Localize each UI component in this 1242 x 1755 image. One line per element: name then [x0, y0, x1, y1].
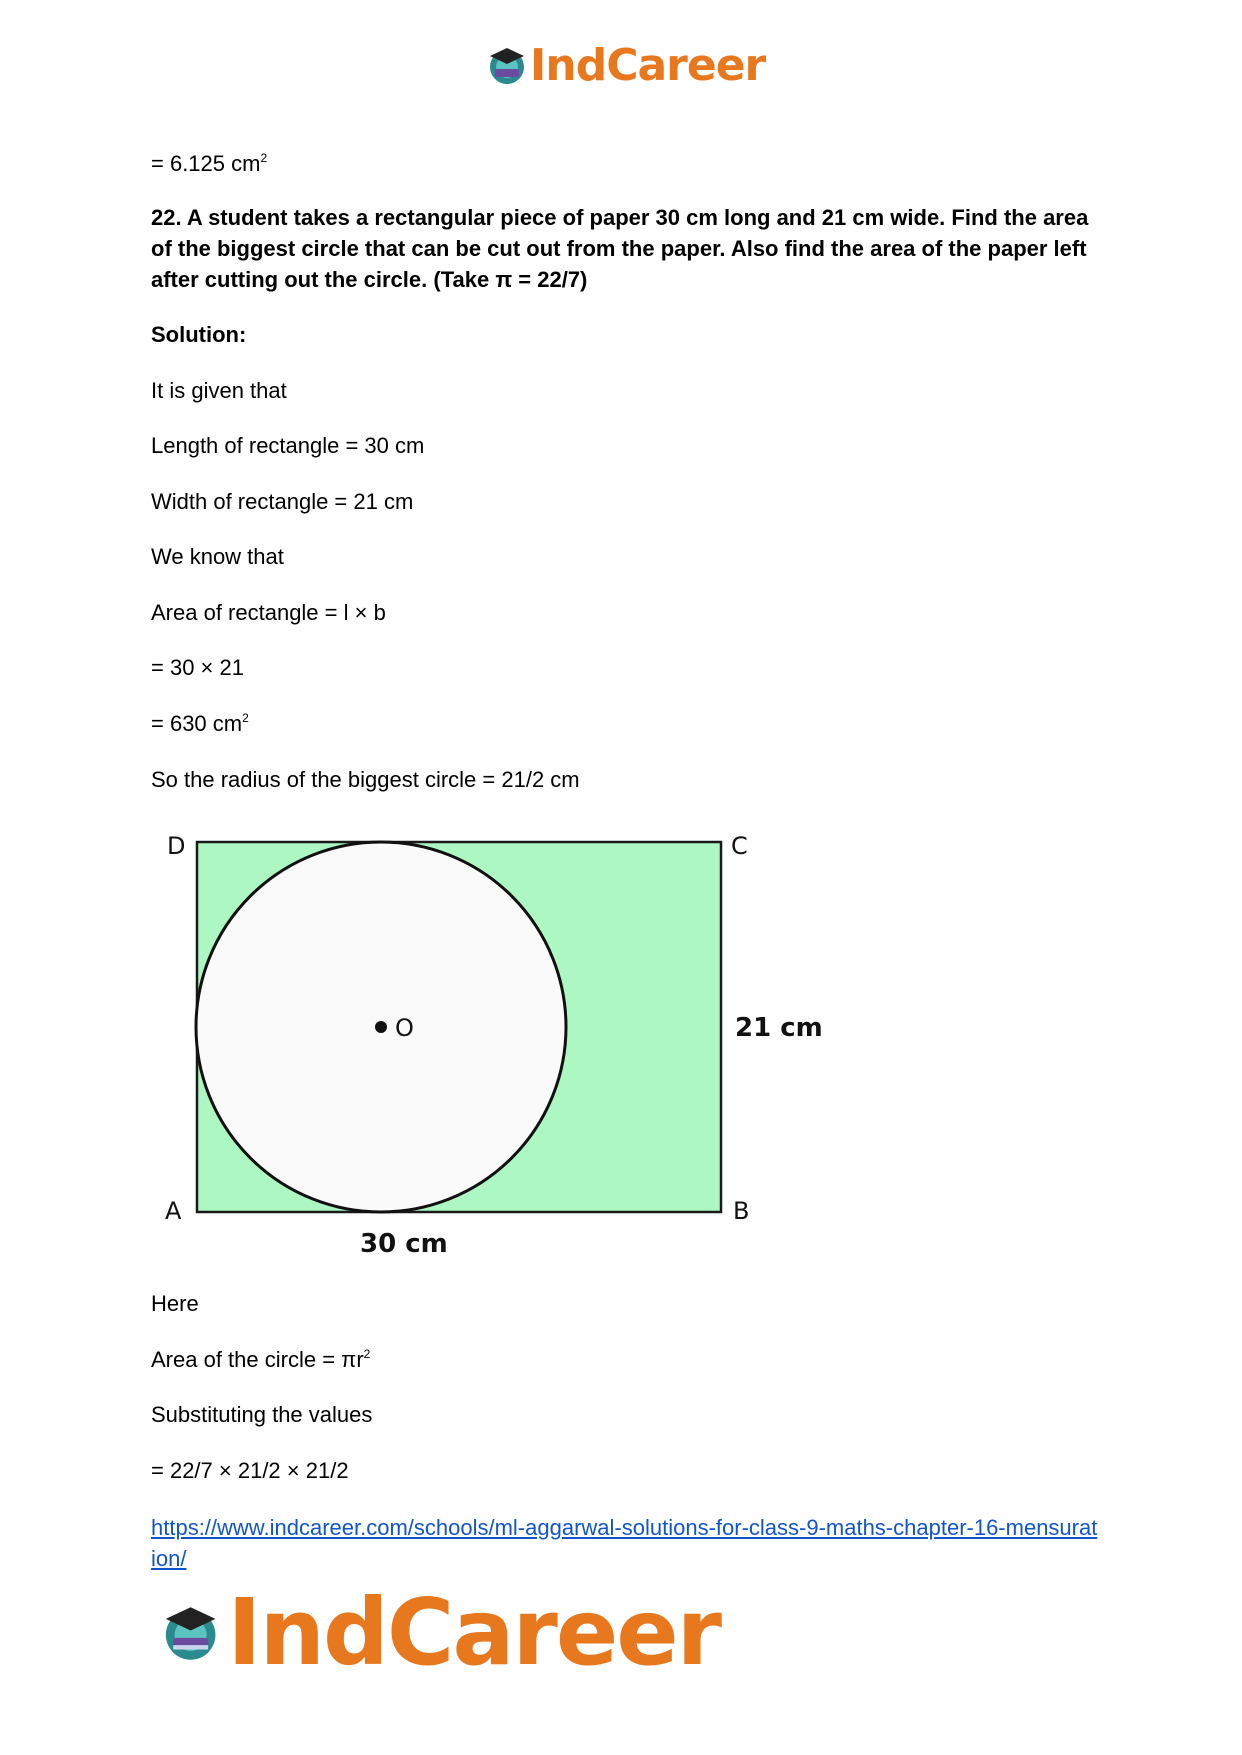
- graduation-globe-icon: [160, 1590, 221, 1674]
- text-length: Length of rectangle = 30 cm: [151, 433, 425, 458]
- center-point: [375, 1021, 387, 1033]
- text-area-rect: Area of rectangle = l × b: [151, 600, 386, 625]
- text-width: Width of rectangle = 21 cm: [151, 489, 414, 514]
- text-calc2: = 630 $cm^2$: [151, 711, 249, 736]
- label-vertex-a: A: [165, 1197, 182, 1225]
- text-substituting: Substituting the values: [151, 1402, 373, 1427]
- footer-logo: [160, 1578, 720, 1686]
- graduation-globe-icon: [486, 44, 528, 86]
- text-know: We know that: [151, 544, 284, 569]
- solution-heading: Solution:: [151, 322, 247, 347]
- footer-logo-text: IndCareer: [227, 1578, 720, 1686]
- text-calc3: = 22/7 × 21/2 × 21/2: [151, 1458, 349, 1483]
- source-link[interactable]: https://www.indcareer.com/schools/ml-aggarwal-solutions-for-class-9-maths-chapter-16-mensuration/: [151, 1515, 1098, 1571]
- label-center-o: O: [395, 1014, 414, 1042]
- label-vertex-d: D: [167, 832, 186, 860]
- label-vertex-c: C: [731, 832, 748, 860]
- text-radius: So the radius of the biggest circle = 21/2 cm: [151, 767, 580, 792]
- question-22: 22. A student takes a rectangular piece of paper 30 cm long and 21 cm wide. Find the area of the biggest circle that can be cut out from the paper. Also find the area of the paper left after cutting out the circle. (Take π = 22/7): [151, 205, 1089, 292]
- rectangle-circle-figure: [155, 820, 835, 1260]
- header-logo-text: IndCareer: [530, 39, 766, 91]
- text-here: Here: [151, 1291, 199, 1316]
- text-calc1: = 30 × 21: [151, 655, 244, 680]
- label-vertex-b: B: [733, 1197, 750, 1225]
- header-logo: [486, 38, 766, 92]
- previous-result: = 6.125 $cm^2$: [151, 151, 268, 176]
- text-area-circle: Area of the circle = $\pi r^2$: [151, 1347, 371, 1372]
- label-width: 30 cm: [360, 1229, 448, 1259]
- text-given: It is given that: [151, 378, 287, 403]
- label-height: 21 cm: [735, 1013, 823, 1043]
